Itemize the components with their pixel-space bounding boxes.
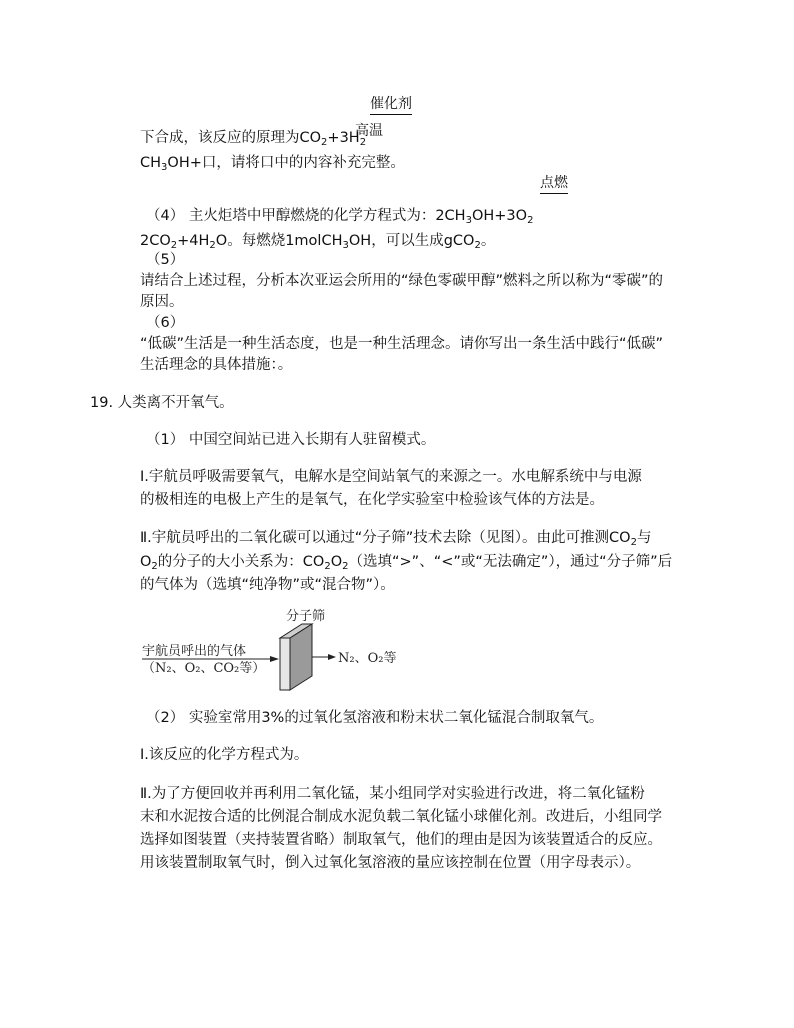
input-gas-label: 宇航员呼出的气体 xyxy=(142,644,247,659)
output-arrowhead xyxy=(328,654,336,660)
eq1-line2: $CH_3OH+$口，请将口中的内容补充完整。 xyxy=(140,155,405,173)
q19-p1-i-line1: Ⅰ.宇航员呼吸需要氧气，电解水是空间站氧气的来源之一。水电解系统中与电源 xyxy=(140,469,642,485)
q19-part1-title: （1） 中国空间站已进入长期有人驻留模式。 xyxy=(146,432,436,448)
sieve-label: 分子筛 xyxy=(286,609,326,624)
catalyst-condition: 催化剂 xyxy=(370,95,412,115)
q5-number: （5） xyxy=(146,252,185,268)
sieve-front-face xyxy=(280,638,290,690)
input-arrowhead xyxy=(270,656,279,662)
input-gas-composition: （N₂、O₂、CO₂等） xyxy=(142,661,266,676)
q6-number: （6） xyxy=(146,315,185,331)
q19-p1-i-line2: 的极相连的电极上产生的是氧气，在化学实验室中检验该气体的方法是。 xyxy=(140,492,604,508)
q19-p1-ii-line3: 的气体为（选填“纯净物”或“混合物”）。 xyxy=(140,577,395,593)
q19-title: 19. 人类离不开氧气。 xyxy=(90,395,234,411)
molecular-sieve-diagram xyxy=(140,606,440,696)
q4-line2: $2CO_2+4H_2O$。每燃烧1molCH$_3$OH，可以生成gCO$_2$。 xyxy=(140,233,496,251)
eq1-line1: 下合成，该反应的原理为$CO_2+3H_2$ xyxy=(140,130,367,148)
q19-part2-title: （2） 实验室常用3%的过氧化氢溶液和粉末状二氧化锰混合制取氧气。 xyxy=(146,710,604,726)
q4-line1: （4） 主火炬塔中甲醇燃烧的化学方程式为：$2CH_3OH+3O_2$ xyxy=(146,208,534,226)
q19-p2-ii-line4: 用该装置制取氧气时，倒入过氧化氢溶液的量应该控制在位置（用字母表示）。 xyxy=(140,855,641,871)
q5-line1: 请结合上述过程，分析本次亚运会所用的“绿色零碳甲醇”燃料之所以称为“零碳”的 xyxy=(140,273,664,289)
q19-p2-i: Ⅰ.该反应的化学方程式为。 xyxy=(140,747,309,763)
q19-p2-ii-line3: 选择如图装置（夹持装置省略）制取氧气，他们的理由是因为该装置适合的反应。 xyxy=(140,832,662,848)
output-gas-label: N₂、O₂等 xyxy=(338,651,397,666)
q19-p2-ii-line2: 末和水泥按合适的比例混合制成水泥负载二氧化锰小球催化剂。改进后，小组同学 xyxy=(140,809,662,825)
ignite-condition: 点燃 xyxy=(540,174,568,194)
q19-p1-ii-line1: Ⅱ.宇航员呼出的二氧化碳可以通过“分子筛”技术去除（见图）。由此可推测$CO_2$与 xyxy=(140,530,652,548)
q6-line1: “低碳”生活是一种生活态度，也是一种生活理念。请你写出一条生活中践行“低碳” xyxy=(140,336,664,352)
q19-p1-ii-line2: $O_2$的分子的大小关系为：$CO_2O_2$（选填“>”、“<”或“无法确定”），通过“分子筛”后 xyxy=(140,554,673,572)
q6-line2: 生活理念的具体措施：。 xyxy=(140,357,293,373)
q19-p2-ii-line1: Ⅱ.为了方便回收并再利用二氧化锰，某小组同学对实验进行改进，将二氧化锰粉 xyxy=(140,786,645,802)
high-temp-condition: 高温 xyxy=(355,123,383,139)
q5-line2: 原因。 xyxy=(140,294,184,310)
